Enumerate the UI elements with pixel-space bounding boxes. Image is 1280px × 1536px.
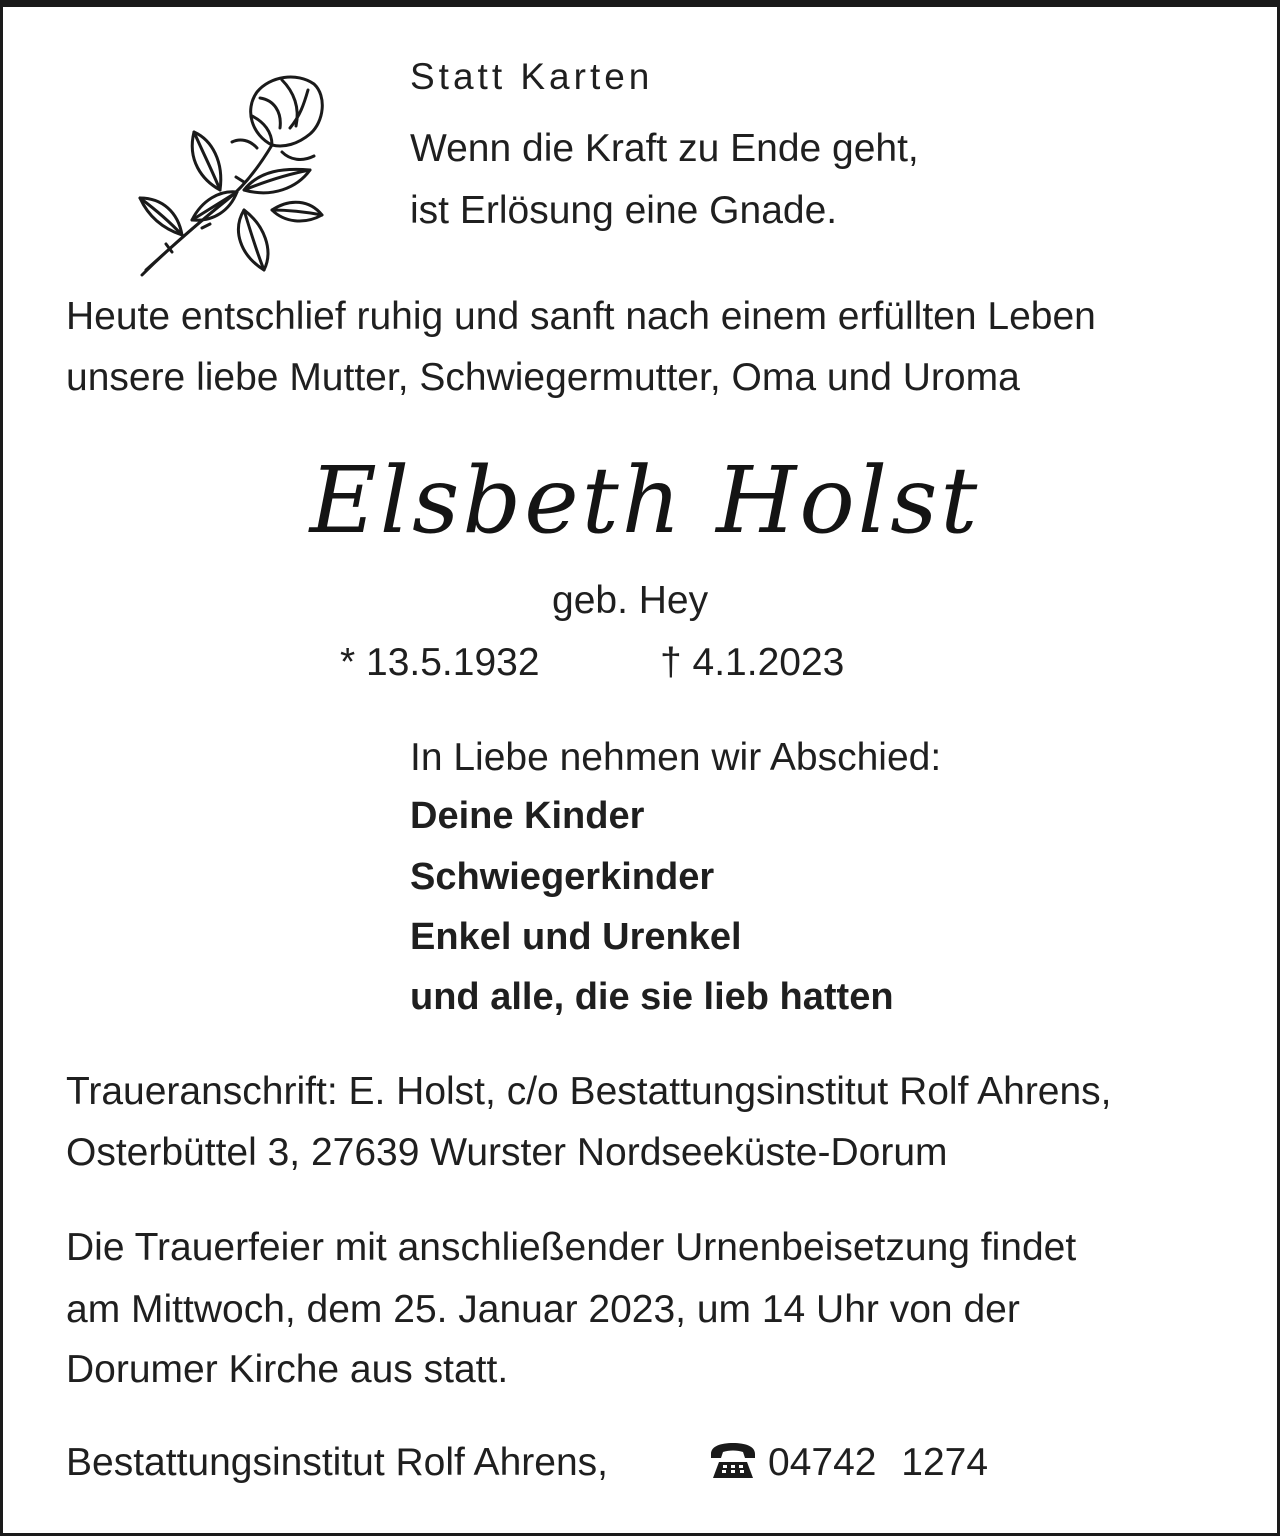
mourner-line: und alle, die sie lieb hatten xyxy=(410,976,894,1018)
intro-line-1: Heute entschlief ruhig und sanft nach einem erfüllten Leben xyxy=(66,295,1096,338)
motto-line-2: ist Erlösung eine Gnade. xyxy=(410,189,838,232)
mourning-address-line-2: Osterbüttel 3, 27639 Wurster Nordseeküste-Dorum xyxy=(66,1131,948,1174)
undertaker-name: Bestattungsinstitut Rolf Ahrens, xyxy=(66,1441,608,1484)
mourners-intro: In Liebe nehmen wir Abschied: xyxy=(410,736,942,779)
funeral-info-line-3: Dorumer Kirche aus statt. xyxy=(66,1348,509,1391)
phone-number: 04742 1274 xyxy=(768,1441,989,1484)
funeral-info-line-2: am Mittwoch, dem 25. Januar 2023, um 14 Uhr von der xyxy=(66,1288,1020,1331)
rose-icon xyxy=(132,70,332,280)
birth-name: geb. Hey xyxy=(552,579,709,622)
intro-line-2: unsere liebe Mutter, Schwiegermutter, Oma und Uroma xyxy=(66,356,1020,399)
funeral-info-line-1: Die Trauerfeier mit anschließender Urnenbeisetzung findet xyxy=(66,1226,1077,1269)
birth-date: * 13.5.1932 xyxy=(340,641,540,684)
mourner-line: Schwiegerkinder xyxy=(410,856,715,898)
motto-line-1: Wenn die Kraft zu Ende geht, xyxy=(410,127,919,170)
telephone-icon xyxy=(707,1440,759,1482)
mourning-address-line-1: Traueranschrift: E. Holst, c/o Bestattungsinstitut Rolf Ahrens, xyxy=(66,1070,1112,1113)
deceased-name: Elsbeth Holst xyxy=(309,447,981,554)
mourner-line: Deine Kinder xyxy=(410,795,645,837)
statt-karten-kicker: Statt Karten xyxy=(410,56,654,97)
mourner-line: Enkel und Urenkel xyxy=(410,916,742,958)
death-date: † 4.1.2023 xyxy=(660,641,845,684)
